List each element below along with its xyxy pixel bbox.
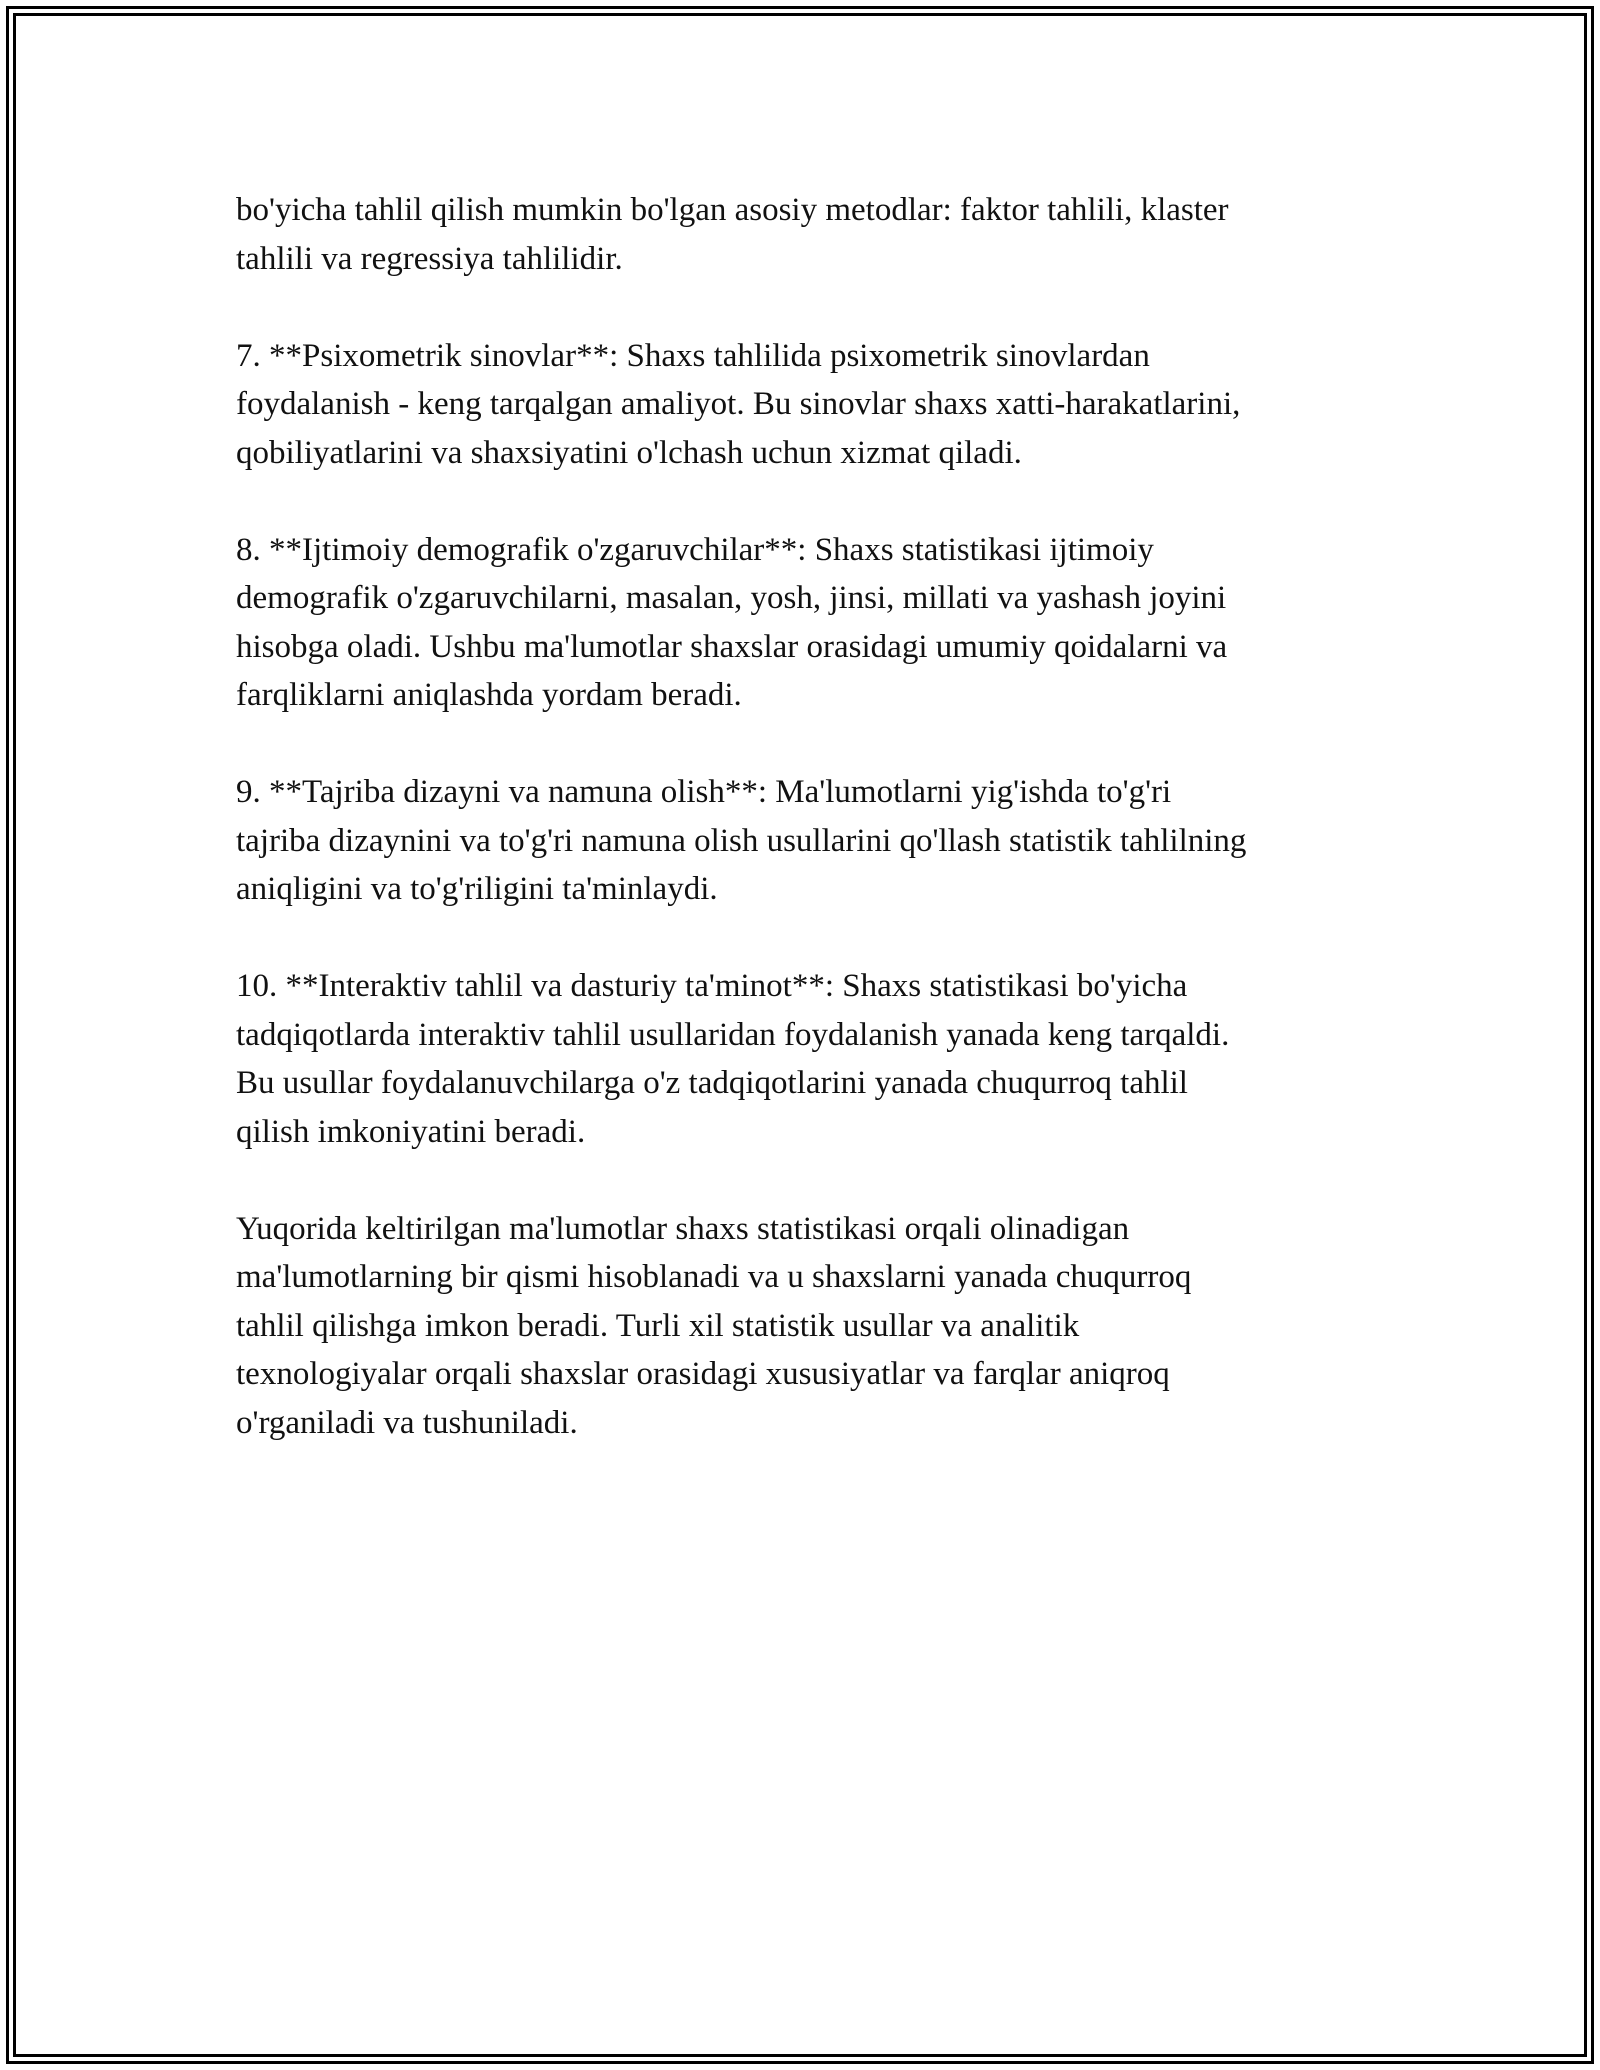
document-body [236, 186, 1376, 1496]
text-line: bo'yicha tahlil qilish mumkin bo'lgan asosiy metodlar: faktor tahlili, klaster [236, 192, 1229, 228]
paragraph-item-7 [236, 332, 1376, 478]
text-line: texnologiyalar orqali shaxslar orasidagi xususiyatlar va farqlar aniqroq [236, 1356, 1170, 1392]
text-line: tahlili va regressiya tahlilidir. [236, 240, 623, 277]
text-line: foydalanish - keng tarqalgan amaliyot. Bu sinovlar shaxs xatti-harakatlarini, [236, 386, 1241, 422]
text-line: tahlil qilishga imkon beradi. Turli xil statistik usullar va analitik [236, 1307, 1080, 1344]
text-line: 8. **Ijtimoiy demografik o'zgaruvchilar**: Shaxs statistikasi ijtimoiy [236, 531, 1154, 568]
text-line: demografik o'zgaruvchilarni, masalan, yosh, jinsi, millati va yashash joyini [236, 580, 1227, 616]
text-line: 10. **Interaktiv tahlil va dasturiy ta'minot**: Shaxs statistikasi bo'yicha [236, 968, 1188, 1004]
text-line: Yuqorida keltirilgan ma'lumotlar shaxs statistikasi orqali olinadigan [236, 1210, 1130, 1247]
text-line: ma'lumotlarning bir qismi hisoblanadi va u shaxslarni yanada chuqurroq [236, 1259, 1192, 1295]
text-line: farqliklarni aniqlashda yordam beradi. [236, 677, 742, 713]
paragraph-item-9 [236, 768, 1376, 914]
text-line: tadqiqotlarda interaktiv tahlil usullaridan foydalanish yanada keng tarqaldi. [236, 1016, 1230, 1053]
text-line: aniqligini va to'g'riligini ta'minlaydi. [236, 871, 718, 907]
text-line: Bu usullar foydalanuvchilarga o'z tadqiqotlarini yanada chuqurroq tahlil [236, 1065, 1188, 1101]
text-line: o'rganiladi va tushuniladi. [236, 1404, 578, 1441]
text-line: tajriba dizaynini va to'g'ri namuna olish usullarini qo'llash statistik tahlilning [236, 822, 1247, 859]
text-line: 9. **Tajriba dizayni va namuna olish**: Ma'lumotlarni yig'ishda to'g'ri [236, 774, 1172, 810]
text-line: qobiliyatlarini va shaxsiyatini o'lchash uchun xizmat qiladi. [236, 434, 1022, 471]
paragraph-methods-continued [236, 186, 1376, 283]
paragraph-item-10 [236, 962, 1376, 1156]
paragraph-item-8 [236, 526, 1376, 720]
text-line: 7. **Psixometrik sinovlar**: Shaxs tahlilida psixometrik sinovlardan [236, 337, 1150, 374]
text-line: qilish imkoniyatini beradi. [236, 1113, 586, 1150]
paragraph-conclusion [236, 1205, 1376, 1448]
text-line: hisobga oladi. Ushbu ma'lumotlar shaxslar orasidagi umumiy qoidalarni va [236, 628, 1228, 665]
